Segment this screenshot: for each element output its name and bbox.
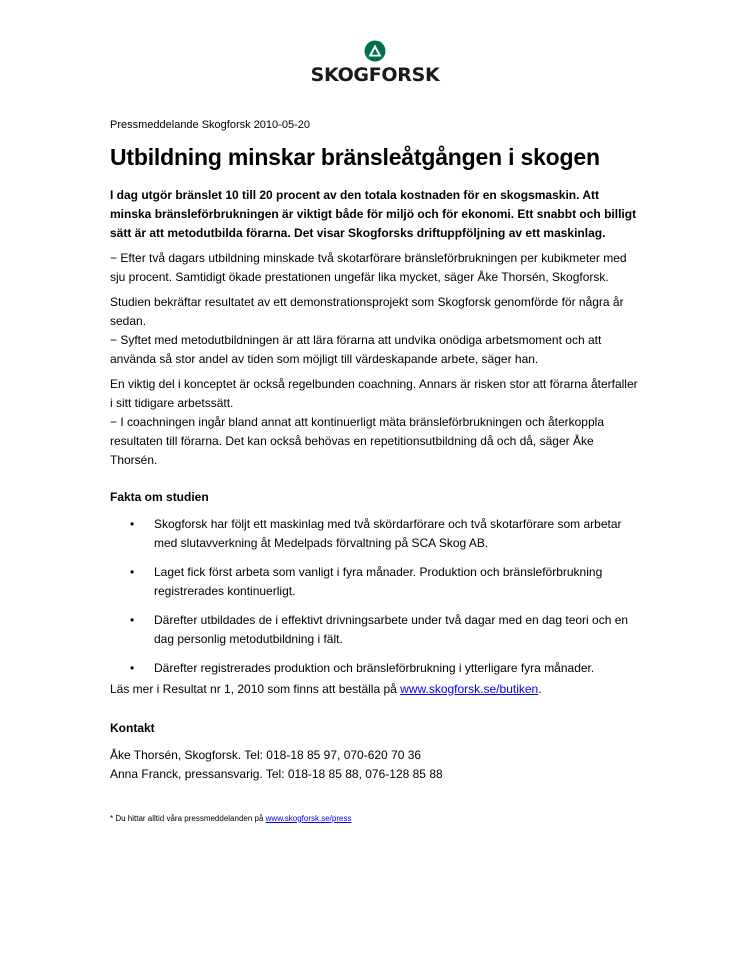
- lead-paragraph: I dag utgör bränslet 10 till 20 procent av den totala kostnaden för en skogsmaskin. Att minska bränsleförbrukningen är viktigt både för miljö och för ekonomi. Ett snabbt och billigt sätt är att metodutbilda förarna. Det visar Skogforsks driftuppföljning av ett maskinlag.: [110, 187, 637, 240]
- body-paragraph: − Syftet med metodutbildningen är att lära förarna att undvika onödiga arbetsmoment och att använda så stor andel av tiden som möjligt till värdeskapande arbete, säger han.: [110, 332, 602, 366]
- press-link[interactable]: www.skogforsk.se/press: [265, 813, 352, 823]
- page-title: Utbildning minskar bränsleåtgången i skogen: [110, 144, 600, 170]
- logo-wordmark: SKOGFORSK: [310, 64, 440, 86]
- bullet-icon: •: [130, 516, 135, 531]
- list-item: • Därefter utbildades de i effektivt drivningsarbete under två dagar med en dag teori och en dag personlig metodutbildning i fält.: [130, 612, 629, 646]
- contact-line: Åke Thorsén, Skogforsk. Tel: 018-18 85 97, 070-620 70 36: [110, 747, 422, 762]
- list-item: • Därefter registrerades produktion och bränsleförbrukning i ytterligare fyra månader.: [110, 659, 634, 678]
- bullet-icon: •: [130, 612, 135, 627]
- body-paragraph: − Efter två dagars utbildning minskade två skotarförare bränsleförbrukningen per kubikmeter med sju procent. Samtidigt ökade prestationen ungefär lika mycket, säger Åke Thorsén, Skogforsk.: [110, 250, 627, 284]
- contact-block: [110, 746, 640, 784]
- skogforsk-emblem-icon: [364, 40, 386, 62]
- bullet-icon: •: [130, 660, 135, 675]
- bullet-icon: •: [130, 564, 135, 579]
- facts-list: [110, 515, 640, 678]
- contact-line: Anna Franck, pressansvarig. Tel: 018-18 85 88, 076-128 85 88: [110, 766, 443, 781]
- skogforsk-logo: [300, 40, 450, 86]
- body-paragraph: Studien bekräftar resultatet av ett demonstrationsprojekt som Skogforsk genomförde för några år sedan.: [110, 294, 624, 328]
- dateline: Pressmeddelande Skogforsk 2010-05-20: [110, 119, 310, 131]
- body-paragraph: − I coachningen ingår bland annat att kontinuerligt mäta bränsleförbrukningen och återkoppla resultaten till förarna. Det kan också behövas en repetitionsutbildning då och då, säger Åke Thorsén.: [110, 414, 604, 467]
- read-more: Läs mer i Resultat nr 1, 2010 som finns att beställa på www.skogforsk.se/butiken.: [110, 681, 542, 696]
- facts-heading: Fakta om studien: [110, 489, 209, 504]
- contact-heading: Kontakt: [110, 720, 155, 735]
- footnote: * Du hittar alltid våra pressmeddelanden på www.skogforsk.se/press: [110, 813, 352, 823]
- list-item: • Laget fick först arbeta som vanligt i fyra månader. Produktion och bränsleförbrukning registrerades kontinuerligt.: [130, 564, 603, 598]
- list-item: • Skogforsk har följt ett maskinlag med två skördarförare och två skotarförare som arbetar med slutavverkning åt Medelpads förvaltning på SCA Skog AB.: [130, 516, 622, 550]
- press-release: [110, 116, 640, 823]
- body-paragraph: En viktig del i konceptet är också regelbunden coachning. Annars är risken stor att förarna återfaller i sitt tidigare arbetssätt.: [110, 376, 638, 410]
- shop-link[interactable]: www.skogforsk.se/butiken: [400, 681, 539, 696]
